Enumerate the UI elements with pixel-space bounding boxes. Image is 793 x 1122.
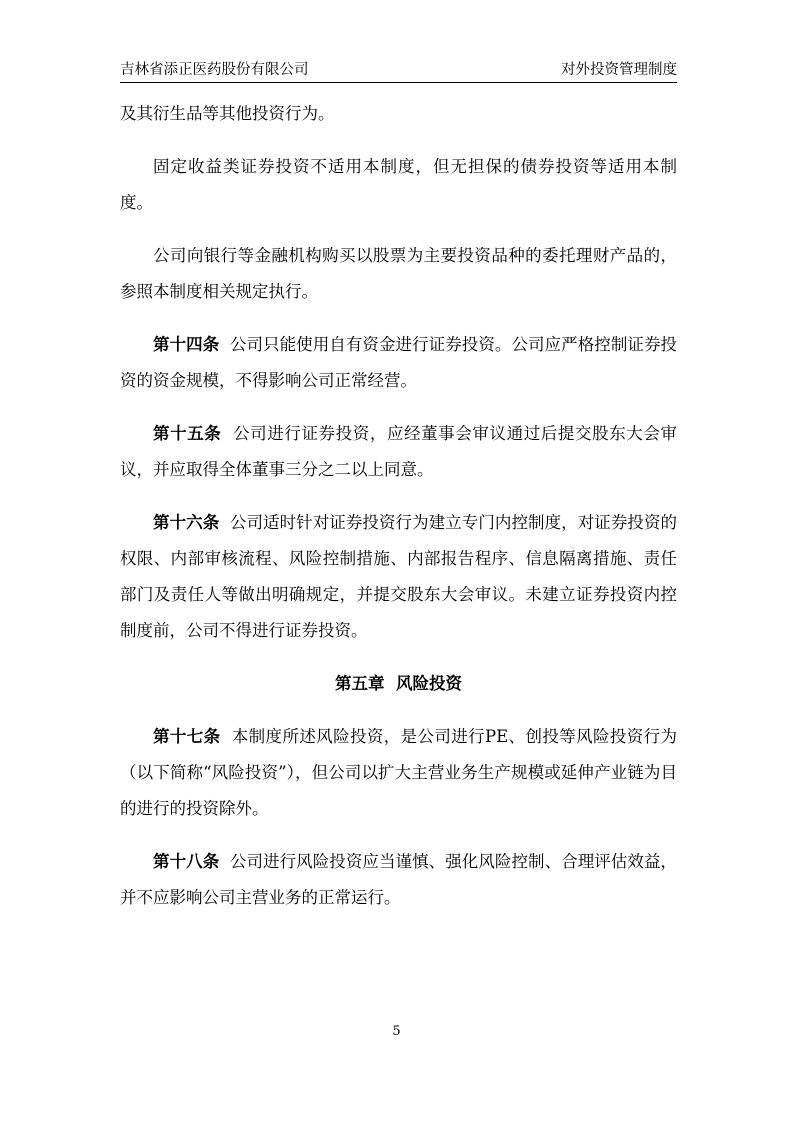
chapter-heading: 第五章 风险投资 — [335, 674, 462, 693]
paragraph-wealth-products: 公司向银行等金融机构购买以股票为主要投资品种的委托理财产品的，参照本制度相关规定执行。 — [120, 246, 677, 301]
article-16-text: 公司适时针对证券投资行为建立专门内控制度，对证券投资的权限、内部审核流程、风险控制措施、内部报告程序、信息隔离措施、责任部门及责任人等做出明确规定，并提交股东大会审议。未建立证券投资内控制度前，公司不得进行证券投资。 — [120, 513, 677, 640]
article-14-text: 公司只能使用自有资金进行证券投资。公司应严格控制证券投资的资金规模，不得影响公司正常经营。 — [120, 335, 677, 390]
page-header — [120, 56, 677, 83]
article-15-text: 公司进行证券投资，应经董事会审议通过后提交股东大会审议，并应取得全体董事三分之二以上同意。 — [120, 424, 677, 479]
article-18-label: 第十八条 — [153, 852, 220, 871]
document-body — [120, 96, 677, 916]
article-14 — [120, 327, 677, 399]
article-18-text: 公司进行风险投资应当谨慎、强化风险控制、合理评估效益，并不应影响公司主营业务的正常运行。 — [120, 852, 677, 907]
article-14-label: 第十四条 — [153, 335, 220, 354]
article-15-label: 第十五条 — [153, 424, 222, 443]
article-17-text: 本制度所述风险投资，是公司进行PE、创投等风险投资行为（以下简称“风险投资”），但公司以扩大主营业务生产规模或延伸产业链为目的进行的投资除外。 — [120, 727, 677, 818]
header-doc-title: 对外投资管理制度 — [561, 62, 677, 78]
article-15 — [120, 416, 677, 488]
article-16 — [120, 505, 677, 649]
article-16-label: 第十六条 — [153, 513, 220, 532]
article-17-label: 第十七条 — [153, 727, 221, 746]
page-number: 5 — [392, 1024, 401, 1039]
article-17 — [120, 719, 677, 827]
header-company: 吉林省添正医药股份有限公司 — [120, 62, 309, 78]
paragraph-continuation: 及其衍生品等其他投资行为。 — [120, 104, 335, 123]
paragraph-fixed-income: 固定收益类证券投资不适用本制度，但无担保的债券投资等适用本制度。 — [120, 157, 677, 212]
article-18 — [120, 844, 677, 916]
